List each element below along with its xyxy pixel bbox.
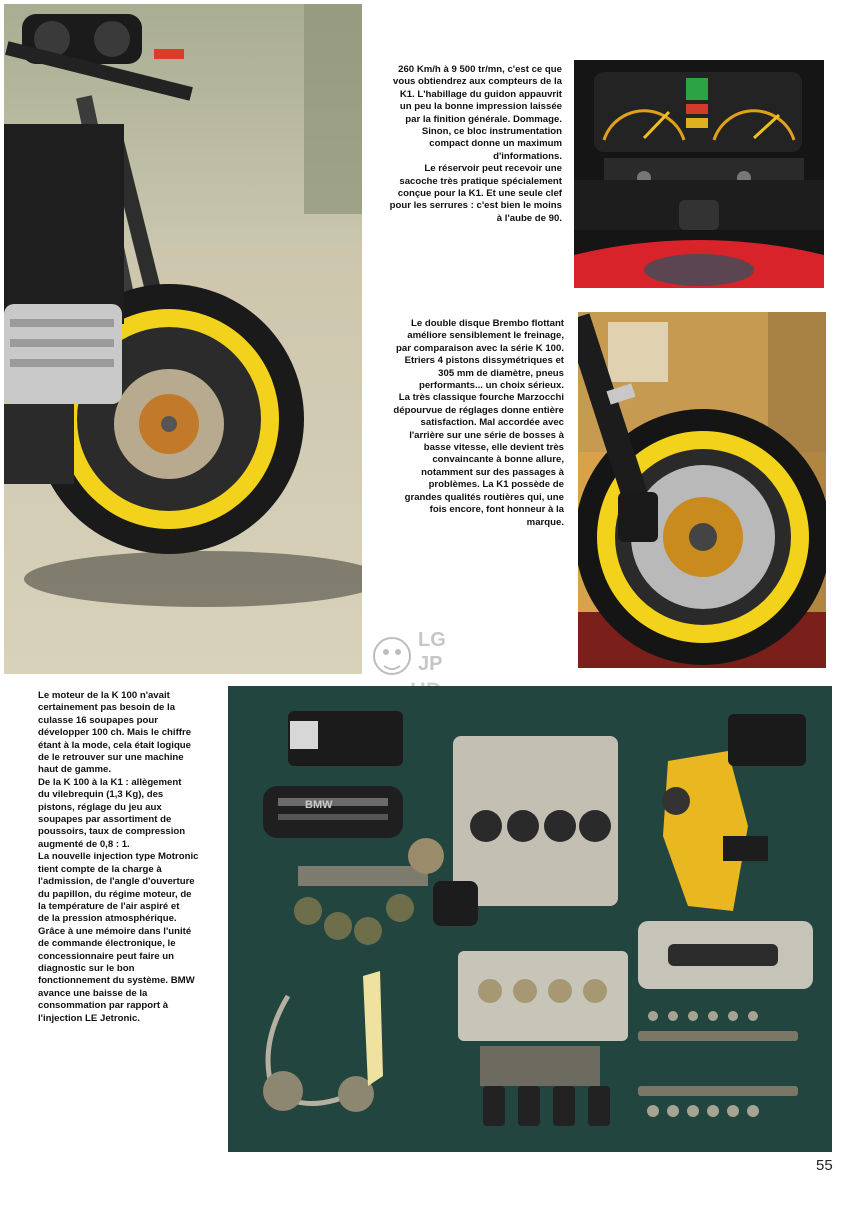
caption-engine: Le moteur de la K 100 n'avait certainement pas besoin de la culasse 16 soupapes pour développer 100 ch. Mais le chiffre étant à la mode, cela était logique de le retrouver sur une machine haut de gamme. De la K 100 à la K1 : allègement du vilebrequin (1,3 Kg), des pistons, réglage du jeu aux soupapes par assortiment de poussoirs, taux de compression augmenté de 0,8 : 1. La nouvelle injection type Motronic tient compte de la charge à l'admission, de l'angle d'ouverture du papillon, du régime moteur, de la température de l'air aspiré et de la pression atmosphérique. Grâce à une mémoire dans l'unité de commande électronique, le concessionnaire peut faire un diagnostic sur le bon fonctionnement du système. BMW avance une baisse de la consommation par rapport à l'injection LE Jetronic. (38, 690, 199, 1024)
front-wheel-photo (578, 312, 826, 668)
caption-dashboard: 260 Km/h à 9 500 tr/mn, c'est ce que vous obtiendrez aux compteurs de la K1. L'habillage du guidon appauvrit un peu la bonne impression laissée par la finition générale. Dommage. Sinon, ce bloc instrumentation compact donne un maximum d'informations. Le réservoir peut recevoir une sacoche très pratique spécialement conçue pour la K1. Et une seule clef pour les serrures : c'est bien le moins à l'aube de 90. (389, 64, 562, 224)
dashboard-photo (574, 60, 824, 288)
motorcycle-front-photo (4, 4, 362, 674)
bmw-valve-cover-label: BMW (305, 799, 333, 811)
svg-text:LG: LG (418, 629, 446, 651)
page-number: 55 (816, 1157, 833, 1174)
caption-brakes: Le double disque Brembo flottant améliore sensiblement le freinage, par comparaison avec la série K 100. Etriers 4 pistons dissymétriques et 305 mm de diamètre, pneus performants... un choix sérieux. La très classique fourche Marzocchi dépourvue de réglages donne entière satisfaction. Mal accordée avec l'arrière sur une série de bosses à basse vitesse, elle devient très convaincante à bonne allure, notamment sur des passages à problèmes. La K1 possède de grandes qualités routières qui, une fois encore, font honneur à la marque. (393, 318, 564, 528)
engine-parts-photo (228, 686, 832, 1152)
svg-text:JP: JP (418, 653, 443, 675)
